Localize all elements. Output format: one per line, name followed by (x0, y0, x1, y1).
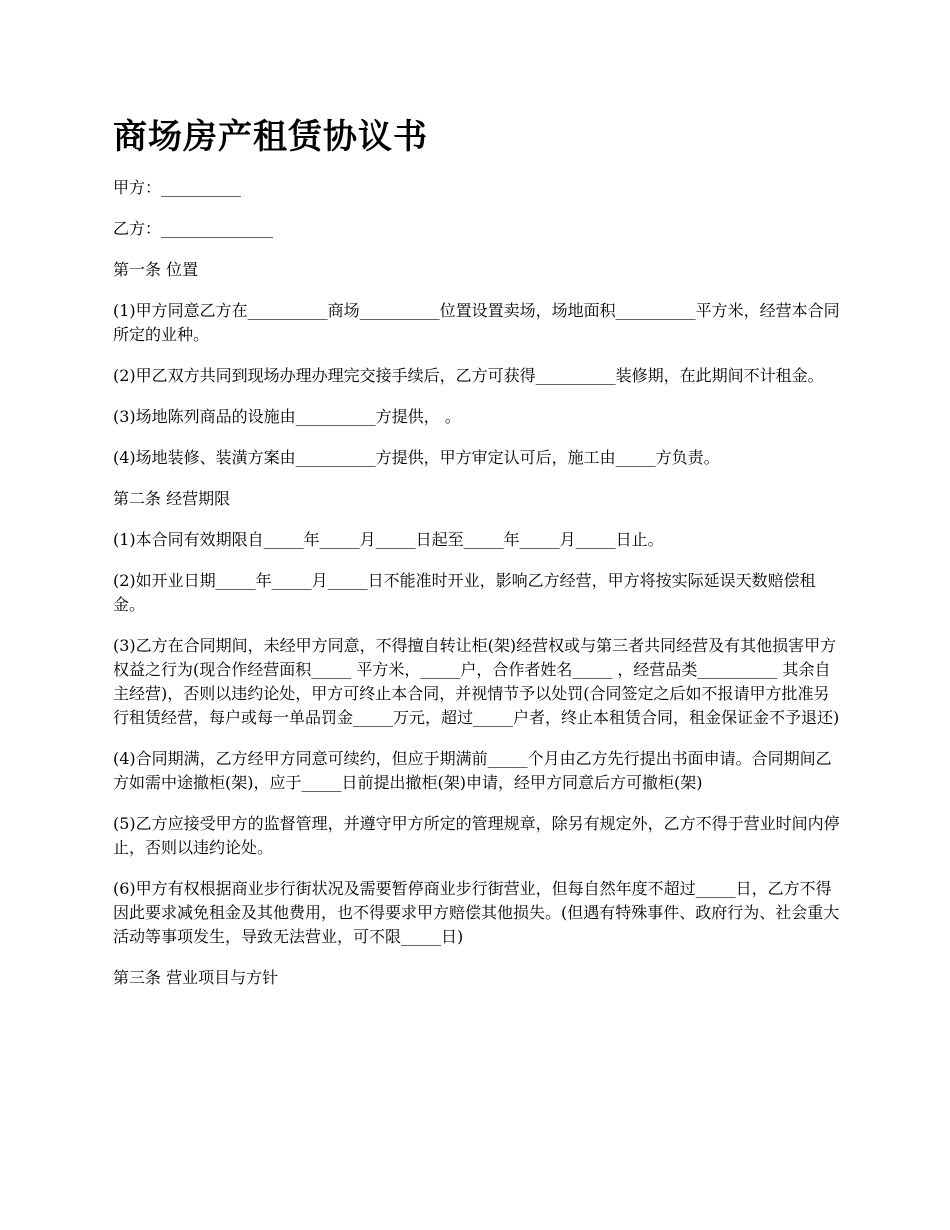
party-b-line: 乙方：______________ (113, 219, 274, 238)
article-2-clause-5: (5)乙方应接受甲方的监督管理，并遵守甲方所定的管理规章，除另有规定外，乙方不得于营业时间内停止，否则以违约论处。 (113, 814, 840, 857)
article-2-clause-6: (6)甲方有权根据商业步行街状况及需要暂停商业步行街营业，但每自然年度不超过_____日，乙方不得因此要求减免租金及其他费用，也不得要求甲方赔偿其他损失。(但遇有特殊事件、政府行为、社会重大活动等事项发生，导致无法营业，可不限_____日) (113, 879, 840, 946)
document-title: 商场房产租赁协议书 (113, 117, 428, 157)
article-2-clause-2: (2)如开业日期_____年_____月_____日不能准时开业，影响乙方经营，甲方将按实际延误天数赔偿租金。 (113, 571, 816, 614)
article-2-clause-1: (1)本合同有效期限自_____年_____月_____日起至_____年_____月_____日止。 (113, 530, 664, 549)
article-2-clause-3: (3)乙方在合同期间，未经甲方同意，不得擅自转让柜(架)经营权或与第三者共同经营及有其他损害甲方权益之行为(现合作经营面积_____ 平方米，_____户，合作者姓名_____ ，经营品类__________ 其余自主经营)，否则以违约论处，甲方可终止本合同，并视情节予以处罚(合同签定之后如不报请甲方批准另行租赁经营，每户或每一单品罚金_____万元，超过_____户者，终止本租赁合同，租金保证金不予退还) (113, 636, 840, 727)
document-page (113, 110, 843, 1007)
article-1-clause-2: (2)甲乙双方共同到现场办理办理完交接手续后，乙方可获得__________装修期，在此期间不计租金。 (113, 366, 824, 385)
article-2-clause-4: (4)合同期满，乙方经甲方同意可续约，但应于期满前_____个月由乙方先行提出书面申请。合同期间乙方如需中途撤柜(架)，应于_____日前提出撤柜(架)申请，经甲方同意后方可撤柜(架) (113, 749, 832, 792)
article-1-heading: 第一条 位置 (113, 260, 199, 279)
article-1-clause-1: (1)甲方同意乙方在__________商场__________位置设置卖场，场地面积__________平方米，经营本合同所定的业种。 (113, 301, 840, 344)
party-a-line: 甲方：__________ (113, 178, 242, 197)
article-1-clause-4: (4)场地装修、装潢方案由__________方提供，甲方审定认可后，施工由_____方负责。 (113, 448, 720, 467)
article-2-heading: 第二条 经营期限 (113, 489, 231, 508)
article-3-heading: 第三条 营业项目与方针 (113, 968, 279, 987)
article-1-clause-3: (3)场地陈列商品的设施由__________方提供， 。 (113, 407, 461, 426)
